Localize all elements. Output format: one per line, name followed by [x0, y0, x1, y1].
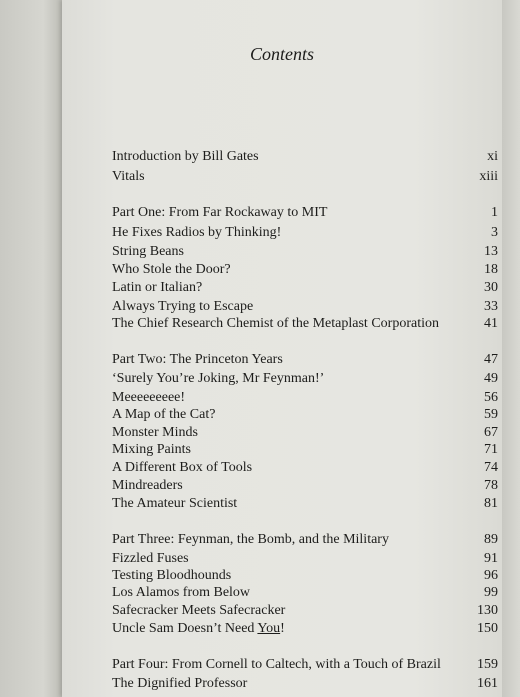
- toc-entry: [112, 260, 498, 280]
- toc-entry-label: Los Alamos from Below: [112, 585, 251, 600]
- toc-entry: [112, 278, 498, 298]
- toc-part-heading: [112, 655, 498, 675]
- toc-entry-page: 1: [491, 205, 498, 220]
- toc-entry: [112, 458, 498, 478]
- toc-entry-label: Mindreaders: [112, 478, 183, 493]
- toc-entry: [112, 619, 498, 639]
- toc-entry: [112, 494, 498, 514]
- toc-part-heading: [112, 203, 498, 223]
- toc-entry-page: 159: [477, 657, 498, 672]
- toc-entry-label: Safecracker Meets Safecracker: [112, 603, 286, 618]
- toc-entry-label: Meeeeeeeee!: [112, 390, 186, 405]
- toc-entry: [112, 476, 498, 496]
- toc-entry-page: 49: [484, 371, 498, 386]
- toc-entry-label: Who Stole the Door?: [112, 262, 231, 277]
- toc-entry-label: Always Trying to Escape: [112, 299, 254, 314]
- toc-entry: [112, 242, 498, 262]
- emphasis-underline: You: [257, 621, 281, 636]
- toc-entry-label: Monster Minds: [112, 425, 198, 440]
- toc-entry-page: 3: [491, 225, 498, 240]
- toc-entry: [112, 167, 498, 187]
- toc-entry-page: 161: [477, 676, 498, 691]
- toc-entry-label: A Map of the Cat?: [112, 407, 216, 422]
- toc-entry-page: 59: [484, 407, 498, 422]
- book-edge-right: [502, 0, 520, 697]
- toc-entry-label: He Fixes Radios by Thinking!: [112, 225, 282, 240]
- toc-entry: [112, 674, 498, 694]
- toc-entry-page: xi: [487, 149, 498, 164]
- toc-entry-label: Testing Bloodhounds: [112, 568, 232, 583]
- toc-entry-page: 41: [484, 316, 498, 331]
- toc-entry-page: 71: [484, 442, 498, 457]
- toc-part-heading: [112, 350, 498, 370]
- toc-entry: [112, 440, 498, 460]
- toc-entry-page: 91: [484, 551, 498, 566]
- toc-entry-label: Part One: From Far Rockaway to MIT: [112, 205, 328, 220]
- toc-entry-page: 89: [484, 532, 498, 547]
- contents-heading: Contents: [249, 44, 314, 64]
- toc-entry: [112, 405, 498, 425]
- toc-entry-label: A Different Box of Tools: [112, 460, 253, 475]
- toc-entry-page: 56: [484, 390, 498, 405]
- toc-entry-label: Uncle Sam Doesn’t Need You!: [112, 621, 285, 636]
- toc-entry-label: Part Four: From Cornell to Caltech, with a Touch of Brazil: [112, 657, 441, 672]
- toc-entry-page: 18: [484, 262, 498, 277]
- toc-entry-label: Part Two: The Princeton Years: [112, 352, 283, 367]
- toc-entry-label: The Amateur Scientist: [112, 496, 238, 511]
- toc-entry-label: The Chief Research Chemist of the Metaplast Corporation: [112, 316, 439, 331]
- contents-heading-wrap: [62, 44, 502, 65]
- toc-entry-label: String Beans: [112, 244, 184, 259]
- toc-entry-label: Part Three: Feynman, the Bomb, and the Military: [112, 532, 389, 547]
- toc-entry-page: 30: [484, 280, 498, 295]
- toc-entry-label: Fizzled Fuses: [112, 551, 189, 566]
- toc-entry-label: Vitals: [112, 169, 145, 184]
- toc-entry-page: 130: [477, 603, 498, 618]
- toc-entry-page: 150: [477, 621, 498, 636]
- toc-entry-page: 33: [484, 299, 498, 314]
- toc-entry: [112, 147, 498, 167]
- toc-entry-page: 81: [484, 496, 498, 511]
- toc-entry-label: ‘Surely You’re Joking, Mr Feynman!’: [112, 371, 325, 386]
- toc-entry: [112, 314, 498, 334]
- toc-entry-page: 67: [484, 425, 498, 440]
- toc-entry-page: 13: [484, 244, 498, 259]
- toc-entry: [112, 223, 498, 243]
- toc-entry-label: Latin or Italian?: [112, 280, 203, 295]
- toc-entry-page: 96: [484, 568, 498, 583]
- toc-entry: [112, 583, 498, 603]
- toc-entry-page: xiii: [479, 169, 498, 184]
- toc-part-heading: [112, 530, 498, 550]
- book-spine-left: [0, 0, 62, 697]
- toc-entry: [112, 601, 498, 621]
- toc-entry-page: 78: [484, 478, 498, 493]
- toc-entry-label: Introduction by Bill Gates: [112, 149, 259, 164]
- toc-entry: [112, 369, 498, 389]
- toc-entry-label: The Dignified Professor: [112, 676, 248, 691]
- toc-entry-page: 74: [484, 460, 498, 475]
- toc-entry-page: 47: [484, 352, 498, 367]
- toc-entry-label: Mixing Paints: [112, 442, 191, 457]
- toc-entry-page: 99: [484, 585, 498, 600]
